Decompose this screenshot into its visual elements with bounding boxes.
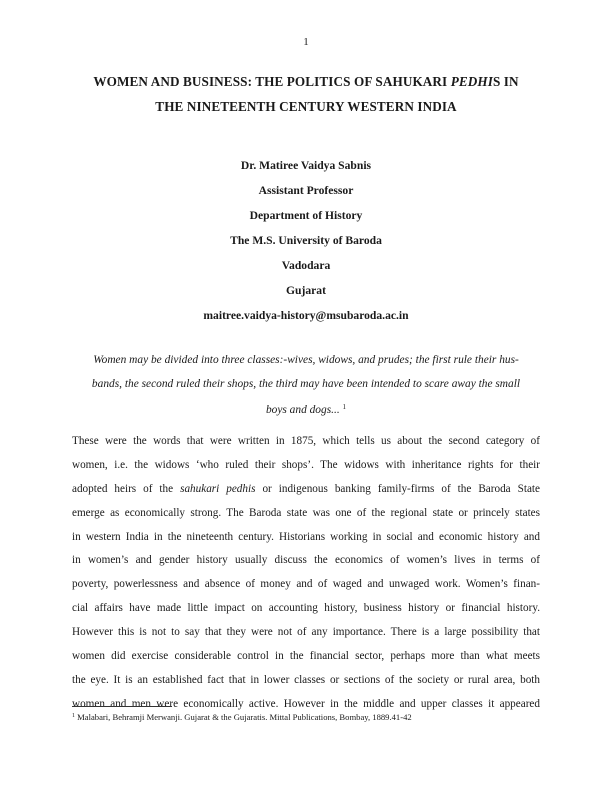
epigraph-line: Women may be divided into three classes:-wives, widows, and prudes; the first rule their hus-	[93, 354, 519, 366]
title-text: WOMEN AND BUSINESS: THE POLITICS OF SAHUKARI	[93, 74, 451, 89]
author-block	[0, 153, 612, 328]
footnote	[72, 710, 542, 723]
body-line: in women’s and gender history usually discuss the economics of women’s lives in terms of	[72, 554, 540, 567]
body-line: However this is not to say that they were not of any importance. There is a large possibility that	[72, 626, 540, 639]
page-number: 1	[303, 36, 309, 48]
body-line: in western India in the nineteenth century. Historians working in social and economic history and	[72, 530, 540, 543]
author-city: Vadodara	[281, 259, 331, 272]
body-line: poverty, powerlessness and absence of money and of waged and unwaged work. Women’s finan-	[72, 578, 540, 591]
footnote-divider	[72, 706, 172, 707]
body-line: women and men were economically active. However in the middle and upper classes it appeared	[72, 697, 540, 710]
author-name: Dr. Matiree Vaidya Sabnis	[240, 159, 372, 172]
author-state: Gujarat	[286, 284, 326, 297]
body-line: women, i.e. the widows ‘who ruled their shops’. The widows with inheritance rights for their	[72, 458, 540, 471]
body-line: women did exercise considerable control in the financial sector, perhaps more than what meets	[72, 650, 540, 663]
body-line: emerge as economically strong. The Baroda state was one of the regional state or princely states	[72, 506, 540, 519]
epigraph-text: boys and dogs...	[265, 404, 343, 417]
title-italic-term: PEDHI	[450, 74, 493, 89]
author-email: maitree.vaidya-history@msubaroda.ac.in	[203, 309, 409, 322]
title-line-1	[60, 69, 552, 94]
author-department: Department of History	[249, 209, 363, 222]
italic-term: sahukari pedhis	[180, 482, 256, 495]
epigraph-line	[76, 396, 536, 423]
author-university: The M.S. University of Baroda	[230, 234, 382, 247]
body-text: adopted heirs of the	[72, 482, 181, 495]
footnote-reference: 1	[342, 403, 347, 412]
body-line: the eye. It is an established fact that in lower classes or sections of the society or rural area, both	[72, 673, 540, 686]
footnote-marker: 1	[72, 713, 75, 719]
body-text: or indigenous banking family-firms of the Baroda State	[255, 482, 540, 495]
author-position: Assistant Professor	[258, 184, 354, 197]
paper-title	[60, 69, 552, 119]
epigraph-quote	[76, 349, 536, 423]
title-line-2: THE NINETEENTH CENTURY WESTERN INDIA	[155, 99, 457, 114]
title-text-suffix: S IN	[492, 74, 519, 89]
body-line: cial affairs have made little impact on accounting history, business history or financial history.	[72, 602, 540, 615]
footnote-text: Malabari, Behramji Merwanji. Gujarat & the Gujaratis. Mittal Publications, Bombay, 1889.41-42	[75, 712, 412, 722]
body-line: These were the words that were written in 1875, which tells us about the second category of	[72, 435, 540, 447]
body-paragraph	[72, 430, 540, 717]
epigraph-line: bands, the second ruled their shops, the third may have been intended to scare away the small	[91, 377, 521, 390]
body-line	[72, 478, 540, 502]
